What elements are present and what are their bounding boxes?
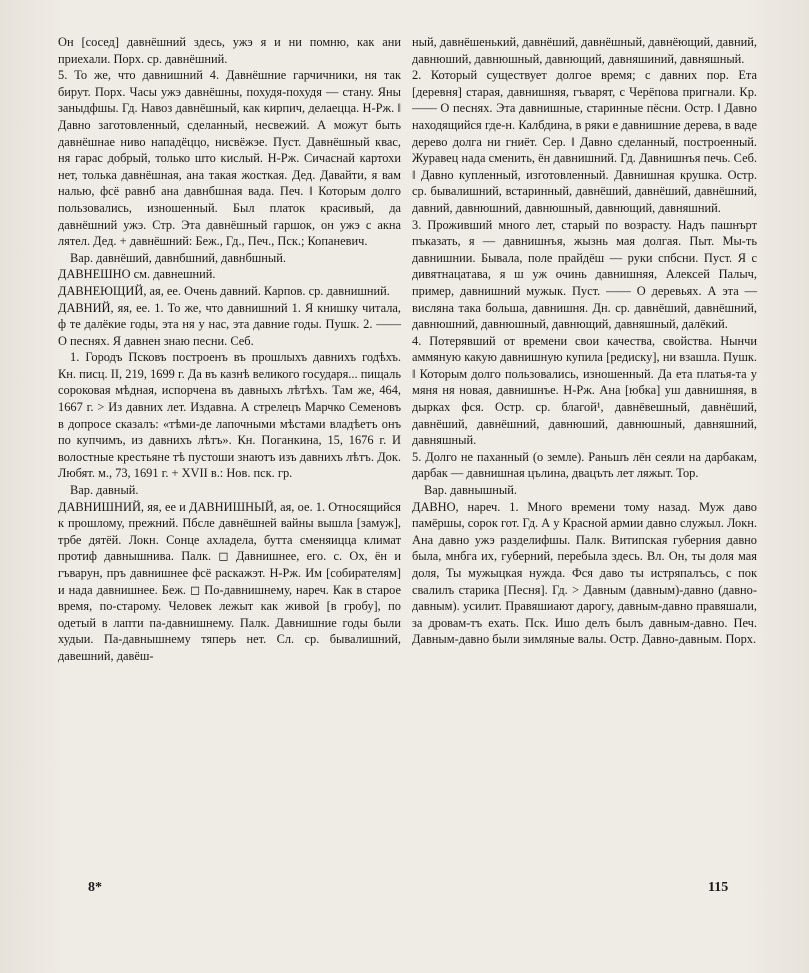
paragraph: 4. Потерявший от времени свои качества, свойства. Нынчи аммяную какую давнишную купила [редиску], ни взашла. Пушк. ‖ Которым долго пользовались, изношенный. Да ета платья-та у мяня ня новая, давнишнъе. Н-Рж. Ана [юбка] уш давнишняя, в дырках фся. Остр. ср. благой¹, давнёвешный, давнёший, давнёший, давнёшний, давнюший, давнюшный, давняшний, давняшный.	[412, 333, 757, 448]
variant-line: Вар. давный.	[70, 483, 139, 498]
dictionary-entry: ДАВНЕШНО см. давнешний.	[58, 267, 216, 282]
variant-line: Вар. давнышный.	[424, 483, 517, 498]
paragraph: ный, давнёшенький, давнёший, давнёшный, давнёющий, давний, давнюший, давнюшный, давнющий, давняшиний, давняшный.	[412, 35, 757, 66]
dictionary-entry: ДАВНИШНИЙ, яя, ее и ДАВНИШНЫЙ, ая, ое. 1. Относящийся к прошлому, прежний. Пбсле давнёшней вайны вышла [замуж], трбе дятёй. Локн. Сонце ахладела, бутта сменяицца климат протиф давнышнива. Палк. ◻ Давнишнее, его. с. Ох, ён и гъварун, пръ давнишнее фсё раскажэт. Н-Рж. Им [собирателям] и нада давнишнее. Беж. ◻ По-давнишнему, нареч. Как в старое время, по-старому. Человек лежыт как живой [в гробу], по одетый в лапти па-давнишнему. Палк. Давнишние годы были худыи. Па-давнышнему тяперь нет. Сл. ср. бывалишний, давешний, давёш-	[58, 499, 401, 663]
paragraph: 5. Долго не паханный (о земле). Раньшъ лён сеяли на дарбакам, дарбак — давнишная цълина, двацъть лет ляжыт. Тор.	[412, 449, 757, 481]
dictionary-entry: ДАВНИЙ, яя, ее. 1. То же, что давнишний 1. Я книшку читала, ф те далёкие годы, эта ня у нас, эта давние годы. Пушк. 2. —— О песнях. Я давнен знаю песни. Себ.	[58, 300, 401, 348]
historical-citation: 1. Городъ Псковъ построенъ въ прошлыхъ давнихъ годѣхъ. Кн. писц. II, 219, 1699 г. Да въ казнѣ великого государя... пищаль сороковая мѣдная, испорчена въ давныхъ лѣтѣхъ. Там же, 464, 1667 г. > Из давних лет. Издавна. А стрелецъ Марчко Семеновъ в допросе сказалъ: «тѣми-де лапочными мѣстами владѣетъ онъ по купчимъ, из давнихъ лѣтъ». Кн. Поганкина, 15, 1676 г. И волостные крестьяне тѣ пустоши знаютъ изъ давнихъ лѣтъ. Док. Любят. м., 73, 1691 г. + XVII в.: Нов. пск. гр.	[58, 350, 401, 481]
paragraph: 3. Проживший много лет, старый по возрасту. Надъ пашнърт пъказать, я — давнишнъя, жызнь мая долгая. Пыт. Мы-ть давнишнии. Бывала, поле прайдёш — руки спбсни. Пуст. Я с дивятнацатава, я ш уж очинь давнишняя, Алексей Палыч, пример, давнишний мужык. Пуст. —— О деревьях. А эта — висляна така больша, давнишня. Дн. ср. давнёший, давнёшний, давнюшний, давнюшный, давнющий, давняшный, далёкий.	[412, 217, 757, 332]
dictionary-entry: ДАВНО, нареч. 1. Много времени тому назад. Муж даво памёршы, сорок гот. Гд. А у Красной армии давно служыл. Локн. Ана давно ужэ разделифшы. Палк. Витипская губерния давно была, мнбга их, губерний, перебыла здесь. Вл. Он, ты доля мая доля, Ты мужыцкая нужда. Фся даво ты истряпалъсь, с пок свалилъ старика [Песня]. Гд. > Давным (давным)-давно (давно-давным). усилит. Правяшиают дарогу, давным-давно правяшали, за дровам-тъ ехать. Пск. Ишо делъ былъ давным-давно. Печ. Давным-давно были зимляные валы. Остр. Давно-давным. Порх.	[412, 499, 757, 647]
left-column	[58, 34, 401, 665]
paragraph: 5. То же, что давнишний 4. Давнёшние гарчичники, ня так бирут. Порх. Часы ужэ давнёшны, похудя-похудя — стану. Яны заныдфшы. Гд. Навоз давнёшный, как кирпич, делаецца. Н-Рж. ‖ Давно заготовленный, сделанный, несвежий. А можут быть давнёшнае ниво нападёццо, нисвёжэе. Пуст. Давнёшный квас, ня гарас добрый, только што кислый. Н-Рж. Сичаснай картохи нет, толька давнёшная, ана такая жосткая. Дед. Давайти, я вам налью, фсё равнб ана давнбшная вада. Печ. ‖ Которым долго пользовались, изношенный. Был платок красивый, да давнёшний ужэ. Стр. Эта давнёшный гаршок, он ужэ с акна лятел. Дед. + давнёшний: Беж., Гд., Печ., Пск.; Копаневич.	[58, 68, 401, 249]
right-column	[412, 34, 757, 648]
page-number: 115	[708, 880, 729, 895]
paragraph: Он [сосед] давнёшний здесь, ужэ я и ни помню, как ани приехали. Порх. ср. давнёшний.	[58, 35, 401, 66]
variant-line: Вар. давнёший, давнбшний, давнбшный.	[70, 250, 286, 265]
dictionary-entry: ДАВНЕЮЩИЙ, ая, ее. Очень давний. Карпов. ср. давнишний.	[58, 283, 390, 298]
signature-mark: 8*	[88, 880, 102, 895]
paragraph: 2. Который существует долгое время; с давних пор. Ета [деревня] старая, давнишняя, гъварят, с Черёпова пригнали. Кр. —— О песнях. Эта давнишные, старинные пёсни. Остр. ‖ Давно находящийся где-н. Калбдина, в ряки е давнишние дерева, в ваде дерево долга ни гниёт. Сер. ‖ Давно сделанный, построенный. Журавец нада сменить, ён давнишний. Гд. Давнишнъя печь. Себ. ‖ Давно купленный, изготовленный. Давнишная крушка. Остр. ср. бывалишний, встаринный, давнёший, давнёший, давнёшний, давний, давнюшний, давнюшный, давнющий, давняшний.	[412, 68, 757, 215]
